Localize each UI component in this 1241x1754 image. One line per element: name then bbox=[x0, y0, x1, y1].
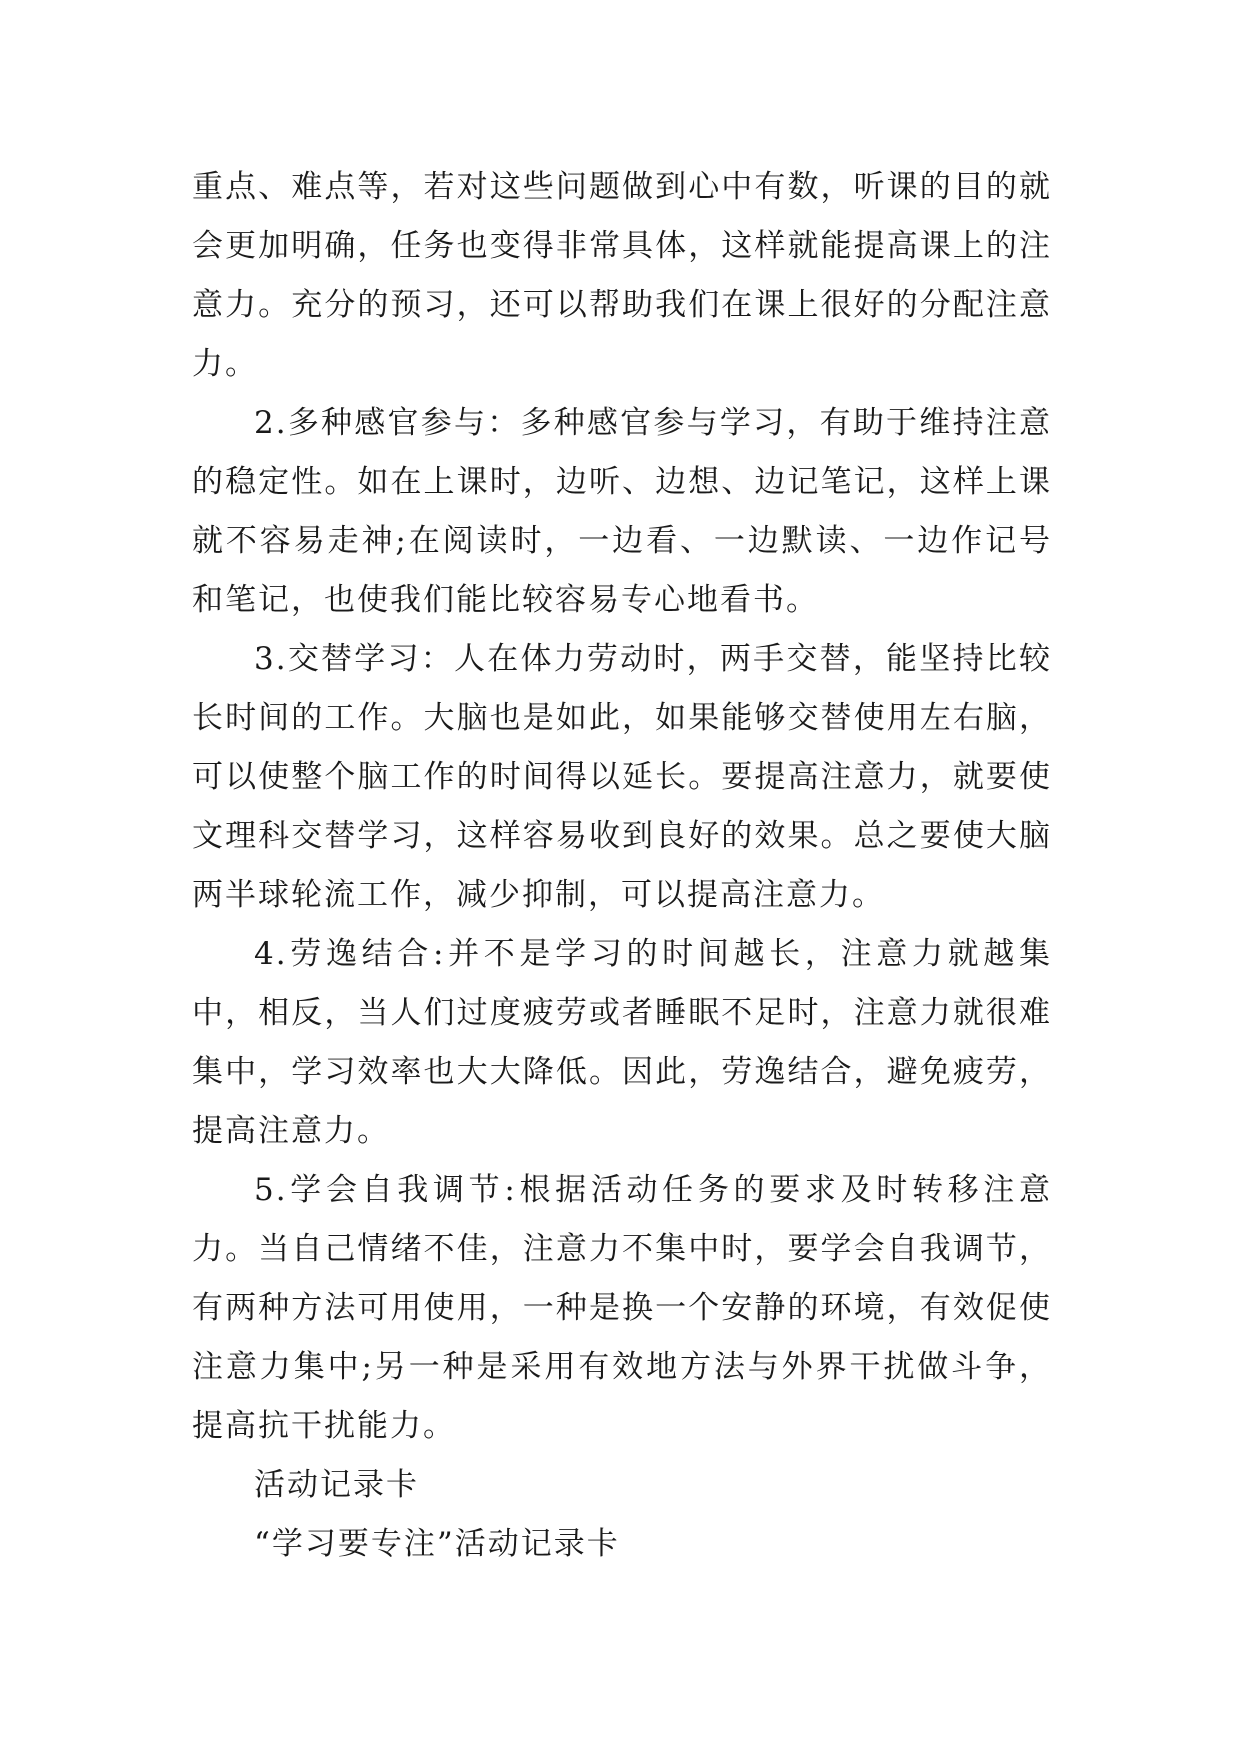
paragraph-alternate-study: 3.交替学习：人在体力劳动时，两手交替，能坚持比较长时间的工作。大脑也是如此，如果能够交替使用左右脑，可以使整个脑工作的时间得以延长。要提高注意力，就要使文理科交替学习，这样容易收到良好的效果。总之要使大脑两半球轮流工作，减少抑制，可以提高注意力。 bbox=[192, 641, 1052, 913]
paragraph-work-rest-balance: 4.劳逸结合:并不是学习的时间越长，注意力就越集中，相反，当人们过度疲劳或者睡眠不足时，注意力就很难集中，学习效率也大大降低。因此，劳逸结合，避免疲劳，提高注意力。 bbox=[192, 936, 1052, 1149]
document-body bbox=[192, 158, 1052, 1574]
section-heading-activity-card: 活动记录卡 bbox=[254, 1467, 419, 1503]
paragraph-preview-continuation: 重点、难点等，若对这些问题做到心中有数，听课的目的就会更加明确，任务也变得非常具体，这样就能提高课上的注意力。充分的预习，还可以帮助我们在课上很好的分配注意力。 bbox=[192, 169, 1052, 382]
paragraph-self-regulation: 5.学会自我调节:根据活动任务的要求及时转移注意力。当自己情绪不佳，注意力不集中时，要学会自我调节，有两种方法可用使用，一种是换一个安静的环境，有效促使注意力集中;另一种是采用有效地方法与外界干扰做斗争，提高抗干扰能力。 bbox=[192, 1172, 1052, 1444]
paragraph-multi-sensory: 2.多种感官参与：多种感官参与学习，有助于维持注意的稳定性。如在上课时，边听、边想、边记笔记，这样上课就不容易走神;在阅读时，一边看、一边默读、一边作记号和笔记，也使我们能比较容易专心地看书。 bbox=[192, 405, 1052, 618]
activity-card-title: “学习要专注”活动记录卡 bbox=[254, 1526, 620, 1562]
